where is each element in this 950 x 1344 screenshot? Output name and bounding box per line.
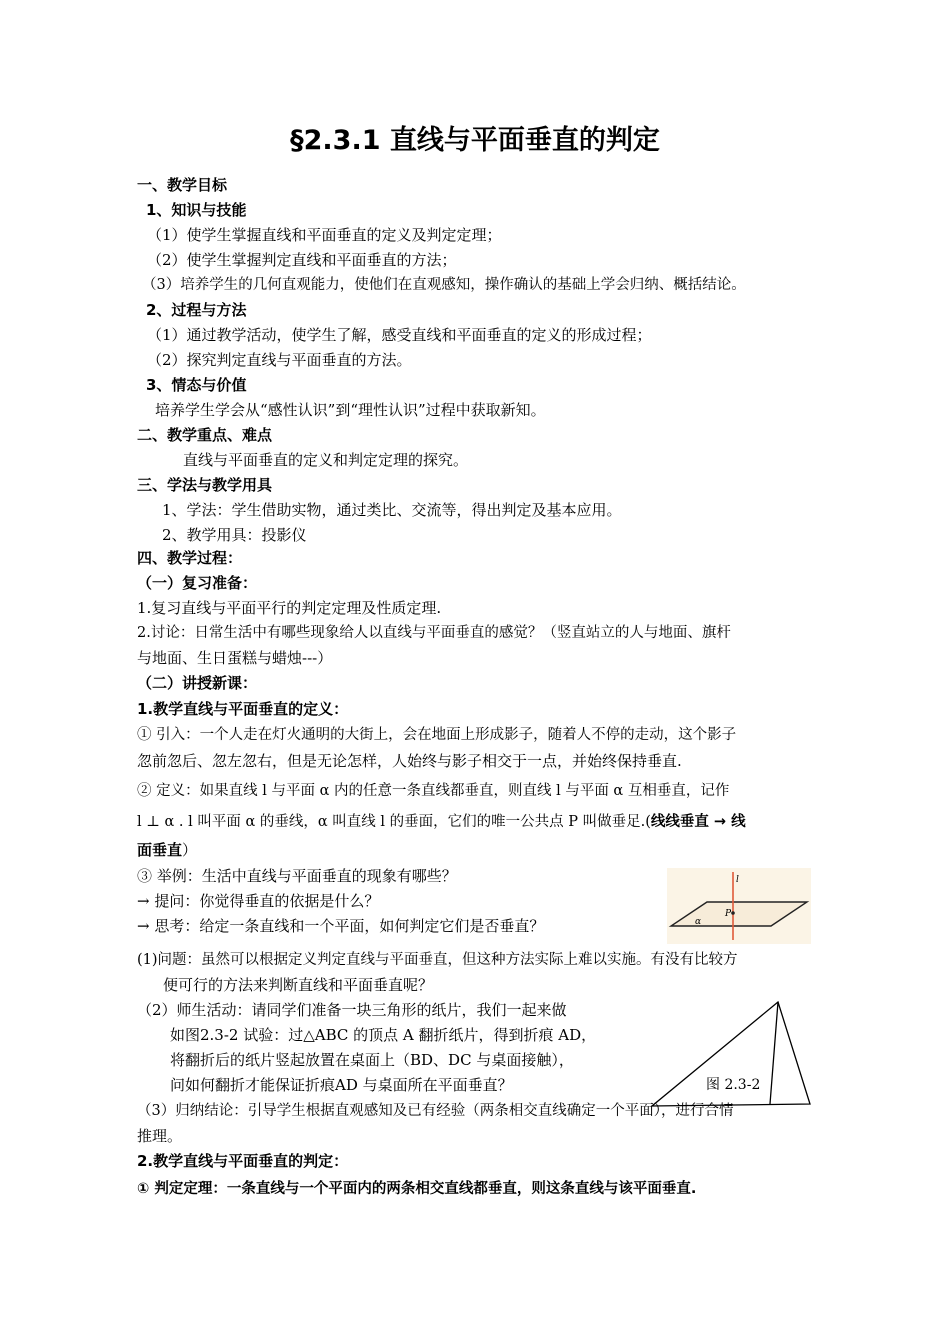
- label-p: P: [725, 909, 732, 919]
- point-p: [731, 911, 735, 915]
- definition-line-1: ② 定义：如果直线 l 与平面 α 内的任意一条直线都垂直，则直线 l 与平面 α 互相垂直，记作: [137, 783, 730, 799]
- intro-line-1: ① 引入：一个人走在灯火通明的大街上，会在地面上形成影子，随着人不停的走动，这个影子: [137, 727, 737, 743]
- process-heading: 2、过程与方法: [146, 301, 247, 319]
- section-1-heading: 一、教学目标: [137, 176, 228, 194]
- fold-crease-ad: [770, 1002, 778, 1104]
- section-3-item-2: 2、教学用具：投影仪: [162, 526, 307, 544]
- conclusion-line-2: 推理。: [137, 1127, 183, 1145]
- problem-line-1: (1)问题：虽然可以根据定义判定直线与平面垂直，但这种方法实际上难以实施。有没有比较方: [137, 952, 738, 968]
- review-item-2-line-2: 与地面、生日蛋糕与蜡烛---）: [137, 649, 333, 667]
- review-heading: （一）复习准备：: [137, 574, 258, 592]
- perpendicular-line-figure: [667, 868, 811, 944]
- section-2-heading: 二、教学重点、难点: [137, 426, 273, 444]
- new-lesson-heading: （二）讲授新课：: [137, 674, 258, 692]
- review-item-2-line-1: 2.讨论：日常生活中有哪些现象给人以直线与平面垂直的感觉？（竖直站立的人与地面、旗杆: [137, 625, 731, 641]
- think-line: → 思考：给定一条直线和一个平面，如何判定它们是否垂直？: [137, 917, 545, 935]
- definition-line-2: [137, 812, 746, 832]
- section-2-text: 直线与平面垂直的定义和判定定理的探究。: [183, 451, 469, 469]
- section-3-item-1: 1、学法：学生借助实物，通过类比、交流等，得出判定及基本应用。: [162, 501, 622, 519]
- definition-line-2-text: l ⊥ α . l 叫平面 α 的垂线，α 叫直线 l 的垂面，它们的唯一公共点 P 叫做垂足.(: [137, 814, 651, 830]
- definition-line-2-bold: 线线垂直 → 线: [650, 814, 746, 830]
- section-4-heading: 四、教学过程：: [137, 549, 243, 567]
- knowledge-heading: 1、知识与技能: [146, 201, 247, 219]
- knowledge-item-2: （2）使学生掌握判定直线和平面垂直的方法；: [147, 251, 457, 269]
- process-item-2: （2）探究判定直线与平面垂直的方法。: [147, 351, 412, 369]
- value-item-1: 培养学生学会从“感性认识”到“理性认识”过程中获取新知。: [155, 401, 546, 419]
- definition-heading: 1.教学直线与平面垂直的定义：: [137, 700, 349, 718]
- label-l: l: [736, 875, 739, 885]
- activity-line-4: 问如何翻折才能保证折痕AD 与桌面所在平面垂直？: [170, 1076, 513, 1094]
- section-3-heading: 三、学法与教学用具: [137, 476, 273, 494]
- theorem-line: ① 判定定理：一条直线与一个平面内的两条相交直线都垂直，则这条直线与该平面垂直.: [137, 1181, 697, 1197]
- label-alpha: α: [695, 917, 702, 927]
- activity-line-3: 将翻折后的纸片竖起放置在桌面上（BD、DC 与桌面接触），: [170, 1051, 574, 1069]
- question-line: → 提问：你觉得垂直的依据是什么？: [137, 892, 380, 910]
- definition-line-3: [137, 840, 197, 860]
- page-title: §2.3.1 直线与平面垂直的判定: [290, 125, 660, 156]
- example-line: ③ 举例：生活中直线与平面垂直的现象有哪些？: [137, 867, 457, 885]
- problem-line-2: 便可行的方法来判断直线和平面垂直呢？: [163, 976, 434, 994]
- value-heading: 3、情态与价值: [146, 376, 247, 394]
- definition-line-3-bold: 面垂直: [137, 841, 183, 859]
- knowledge-item-1: （1）使学生掌握直线和平面垂直的定义及判定定理；: [147, 226, 502, 244]
- figure-caption: 图 2.3-2: [706, 1077, 761, 1093]
- process-item-1: （1）通过教学活动，使学生了解，感受直线和平面垂直的定义的形成过程；: [147, 326, 652, 344]
- definition-line-3-text: ）: [182, 841, 198, 859]
- activity-line-2: 如图2.3-2 试验：过△ABC 的顶点 A 翻折纸片，得到折痕 AD，: [170, 1026, 597, 1044]
- knowledge-item-3: （3）培养学生的几何直观能力，使他们在直观感知，操作确认的基础上学会归纳、概括结论。: [142, 277, 746, 293]
- review-item-1: 1.复习直线与平面平行的判定定理及性质定理.: [137, 599, 442, 617]
- intro-line-2: 忽前忽后、忽左忽右，但是无论怎样，人始终与影子相交于一点，并始终保持垂直.: [137, 752, 682, 770]
- judgement-heading: 2.教学直线与平面垂直的判定：: [137, 1152, 349, 1170]
- conclusion-line-1: （3）归纳结论：引导学生根据直观感知及已有经验（两条相交直线确定一个平面），进行合情: [137, 1103, 734, 1119]
- activity-line-1: （2）师生活动：请同学们准备一块三角形的纸片，我们一起来做: [137, 1001, 567, 1019]
